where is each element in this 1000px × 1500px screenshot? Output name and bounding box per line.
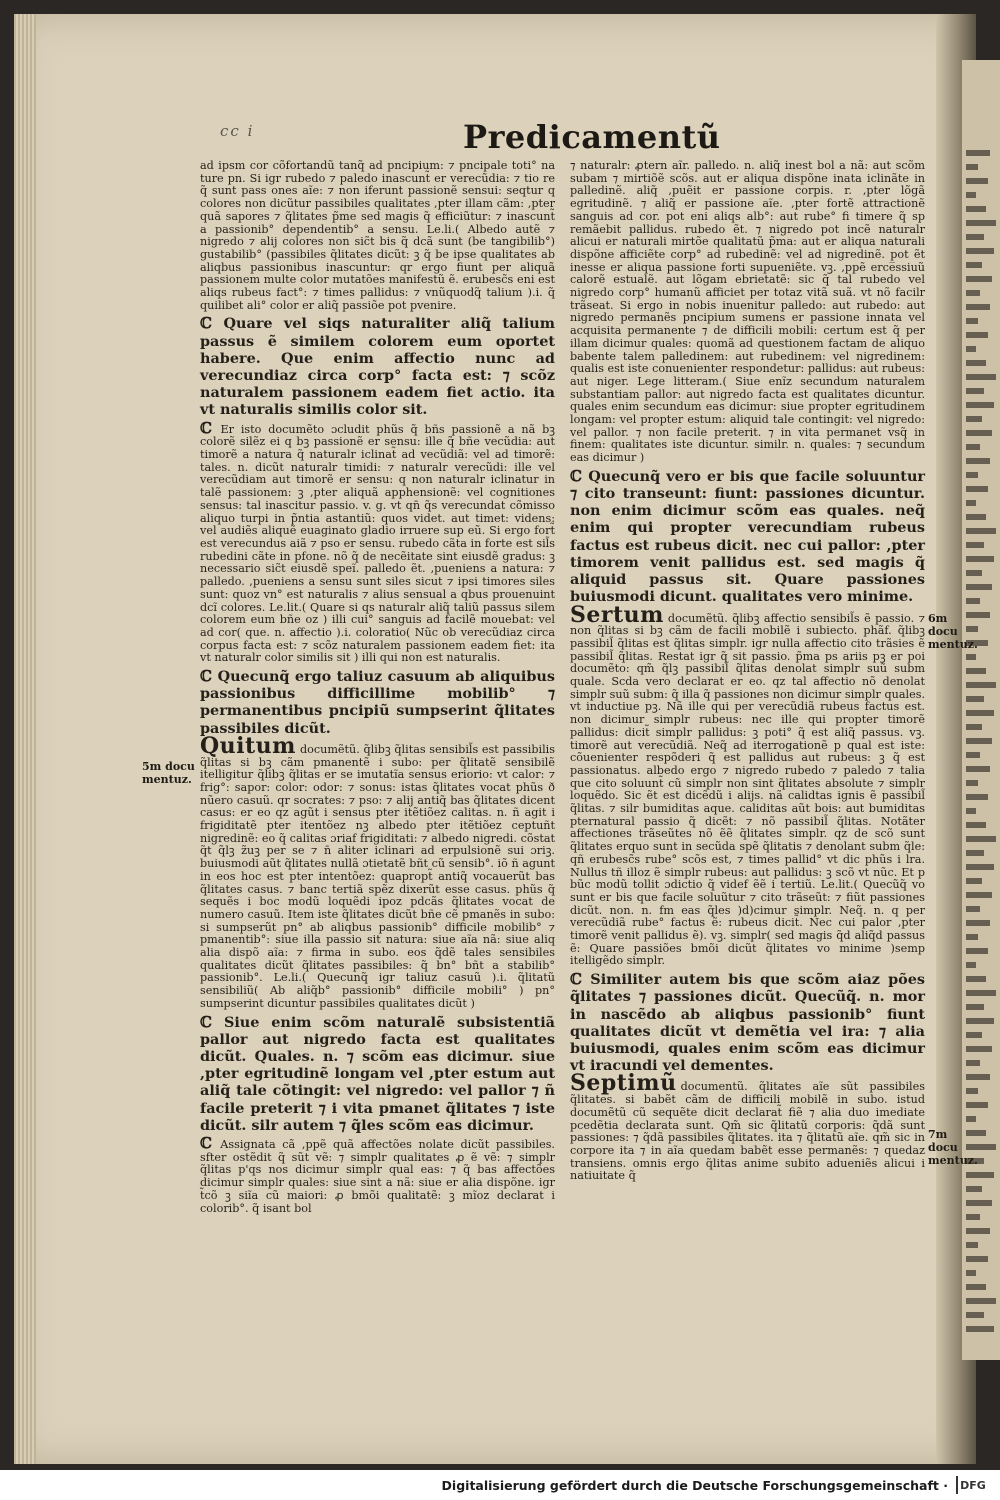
facing-page-text-fragment [966,752,980,758]
facing-page-text-fragment [966,206,986,212]
facing-page-text-fragment [966,570,982,576]
facing-page-text-fragment [966,878,982,884]
facing-page-text-fragment [966,654,976,660]
facing-page-text-fragment [966,164,978,170]
facing-page-text-fragment [966,304,990,310]
facing-page-text-fragment [966,976,986,982]
facing-page-text-fragment [966,990,996,996]
facing-page-text-fragment [966,1172,994,1178]
section-paragraph [570,601,925,969]
facing-page-text-fragment [966,332,988,338]
facing-page-text-fragment [966,430,992,436]
paragraph-text: Quare vel siqs naturaliter aliq̃ talium passus ẽ similem colorem eum oportet habere. Que enim affectio nunc ad verecundiaz circa corp° facta est: ⁊ scõz naturalem passionem eadem fiet actio. ita vt naturalis similis color sit. [200,315,555,419]
facing-page-text-fragment [966,766,990,772]
facing-page-text-fragment [966,1256,988,1262]
left-text-column [200,160,555,1217]
pilcrow-icon: ℂ [200,418,221,437]
facing-page-text-fragment [966,1004,984,1010]
facing-page-text-fragment [966,402,994,408]
facing-page-text-fragment [966,710,994,716]
facing-page-text-fragment [966,416,982,422]
pilcrow-icon: ℂ [200,1012,224,1031]
facing-page-text-fragment [966,444,980,450]
facing-page-text-fragment [966,892,992,898]
facing-page-text-fragment [966,1200,992,1206]
facing-page-text-fragment [966,374,996,380]
facing-page-text-fragment [966,934,978,940]
paragraph-text: Quecunq̃ ergo taliuz casuum ab aliquibus passionibus difficillime mobilib° ⁊ permanentibus pncipiũ sumpserint q̃litates passibiles dicũt. [200,668,555,737]
facing-page-text-fragment [966,920,990,926]
paragraph-text: ad ipsm cor cõfortandũ tanq̃ ad pncipium: ⁊ pncipale toti° na ture pn. Si igr rubedo ⁊ paledo inascunt̃ er verecũdia: ⁊ tio re q̃ sunt pass ones aĩe: ⁊ non iferunt passionẽ sensui: seqtur q colores non dicũtur passibiles qualitates ,pter illam cãm: ,pter quã sapores ⁊ q̃litates p̃me sed magis q̃ efficiũtur: ⁊ inascunt̃ a passionib° dependentib° a sensu. Le.li.( Albedo autẽ ⁊ nigredo ⁊ alij colores non sic̃t bis q̃ dcã sunt (be tangibilib°) gustabilib° (passibiles q̃litates dicũt: ꝫ q̃ be ipse qualitates ab aliqbus passionibus inascuntur: qr ergo fiunt per aliquã passionem multe color mutatões manifestũ ẽ. erubesc̃s eni est aliqs rubeus fact°: ⁊ times pallidus: ⁊ vnũquodq̃ talium ).i. q̃ quilibet ali° color er aliq̃ passiõe pot pvenire. [200,159,555,312]
facing-page-text-fragment [966,1326,994,1332]
facing-page-text-fragment [966,808,976,814]
facing-page-text-fragment [966,1298,996,1304]
facing-page-text-fragment [966,962,976,968]
facing-page-text-fragment [966,822,986,828]
facing-page-text-fragment [966,262,982,268]
facing-page-text-fragment [966,598,980,604]
paragraph-text: Assignata cã ,ppẽ quã affectões nolate dicũt passibiles. sfter ostẽdit q̃ sũt vẽ: ⁊ simplr qualitates ꝓ ẽ vẽ: ⁊ simplr q̃litas p'qs nos dicimur simplr qual eas: ⁊ q̃ bas affectões dicimur simplr quales: siue sint a nã: siue er alia dispõne. igr t̃cõ ꝫ siĩa cũ maiori: ꝓ bmõi qualitatẽ: ꝫ mĩoz declarat i colorib°. q̃ isant bol [200,1138,555,1215]
facing-page-text-fragment [966,780,978,786]
commentary-paragraph [200,160,555,312]
facing-page-text-fragment [966,1270,976,1276]
paragraph-text: Similiter autem bis que scõm aiaz pões q̃litates ⁊ passiones dicũt. Quecũq̃. n. mor in nascẽdo ab aliqbus passionib° fiunt qualitates dicũt vt demẽtia vel ira: ⁊ alia buiusmodi, quales enim scõm eas dicimur vt iracundi vel dementes. [570,971,925,1075]
commentary-paragraph [200,418,555,665]
facing-page-text-fragment [966,1088,978,1094]
pilcrow-icon: ℂ [570,466,589,485]
main-text-paragraph [200,315,555,418]
facing-page-text-fragment [966,458,990,464]
facing-page-text-fragment [966,738,992,744]
facing-page-text-fragment [966,528,996,534]
facing-page-text-fragment [966,836,996,842]
paragraph-text: documentũ. q̃litates aĩe sũt passibiles q̃litates. si babẽt cãm de difficili mobilẽ in subo. istud documẽtũ cũ sequẽte dicit declarat̃ fiẽ ⁊ alia duo imediate pcedẽtia declarata sunt. Qm̃ sic q̃litatũ corporis: q̃dã sunt passiones: ⁊ q̃dã passibiles q̃litates. ita ⁊ q̃litatũ aĩe. qm̃ sic in corpore ita ⁊ in aĩa quedam babẽt esse permanẽs: ⁊ quedaz transiens. omnis ergo q̃litas anime subito adueniẽs alicui i natiuitate q̃ [570,1080,925,1183]
facing-page-text-fragment [966,1284,986,1290]
funding-credit: Digitalisierung gefördert durch die Deutsche Forschungsgemeinschaft · [441,1477,948,1493]
facing-page-text-fragment [966,276,992,282]
margin-note-seventh: 7m docu mentuz. [928,1128,978,1167]
dfg-logo: DFG [956,1476,988,1494]
facing-page-text-fragment [966,290,980,296]
commentary-paragraph [200,1134,555,1215]
page-edge [14,14,36,1464]
section-heading: Septimũ [570,1070,677,1097]
margin-note-sixth: 6m docu mentuz. [928,612,978,651]
facing-page-text-fragment [966,248,994,254]
main-text-paragraph [570,971,925,1074]
section-paragraph [200,732,555,1011]
facing-page-text-fragment [966,696,984,702]
facing-page-text-fragment [966,472,978,478]
main-text-paragraph [570,468,925,606]
facing-page-text-fragment [966,1074,990,1080]
paragraph-text: Er isto documẽto ɔcludit phũs q̃ bñs passionẽ a nã bꝫ colorẽ silẽz ei q bꝫ passionẽ er sensu: ille q̃ bñe vecũdia: aut timorẽ a natura q̃ naturalr iclinat̃ ad vecũdiã: vel ad timorẽ: tales. n. dicũt naturalr timidi: ⁊ naturalr verecũdi: ille vel verecũdiam aut timorẽ er sensu: q non naturalr iclinatur in talẽ passionem: ꝫ ,pter aliquã apphensionẽ: vel cognitiones sensus: tal inascitur passio. v. g. vt qn̄ q̃s verecundat cõmisso aliquo turpi in p̃ntia astantiũ: quos videt. aut timet: videns: vel audiẽs aliquẽ euaginato gladio irruere sup eũ. Si ergo fort̃ est verecundus aiã ⁊ pso er sensu. rubedo cãta in forte est sil̃s rubedini cãte in pfone. nõ q̃ de necẽitate sint eiusdẽ gradus: ꝫ necessario sic̃t eiusdẽ speĩ. palledo ẽt. ,pueniens a natura: ⁊ palledo. ,pueniens a sensu sunt siles sicut ⁊ ipsi timores siles sunt: quoz vn° est naturalis ⁊ alius sensual a qbus prouenuint dcĩ colores. Le.lit.( Quare si qs naturalr aliq̃ taliũ passus silem colorem eum bñe oz ) illi cui° sanguis ad facilẽ mouebat: vel ad cor( que. n. affectio ).i. coloratio( Nũc ob verecũdiaz circa corpus facta est: ⁊ scõz naturalem passionem eadem fiet: ita vt naturalr color similis sit ) illi qui non est naturalis. [200,422,555,665]
facing-page-text-fragment [966,1046,992,1052]
main-text-paragraph [200,1014,555,1134]
facing-page-text-fragment [966,794,988,800]
running-header: Predicamentũ [463,118,721,156]
paragraph-text: documẽtũ. q̃libꝫ affectio sensibil̃s ẽ passio. ⁊ non q̃litas si bꝫ cãm de facili mobilẽ i subiecto. phãf. q̃libꝫ passibil̃ q̃litas est q̃litas simplr. igr nulla affectio cito trãsies ẽ passibil̃ q̃litas. Restat igr q̃ sit passio. p̃ma ps ariis pꝫ er poi documẽto: qm̃ q̃lꝫ passibil̃ q̃litas denolat simplr suũ subm quale. Scda vero declarat er eo. qz tal affectio nõ denolat simplr suũ subm: q̃ illa q̃ passiones non dicimur simplr quales. vt inductiue pꝫ. Nã ille qui per verecũdiã rubeus factus est. non dicimur simplr rubeus: nec ille qui propter timorẽ pallidus: dicit̃ simplr pallidus: ꝫ poti° q̃ est aliq̃ passus. vꝫ. timorẽ aut verecũdiã. Neq̃ ad iterrogationẽ p qual est iste: cõuenienter respõderi q̃ est pallidus aut rubeus: ꝫ q̃ est passionatus. albedo ergo ⁊ nigredo rubedo ⁊ paledo ⁊ talia que cito soluunt̃ cũ simplr non sint q̃litates absolute ⁊ simplr loquẽdo. Sic ẽt est dicẽdũ i alijs. nã calidtas ignis ẽ passibil̃ q̃litas. ⁊ silr bumiditas aque. caliditas aũt bois: aut bumiditas pternatural passio q̃ dicẽt: ⁊ nõ passibil̃ q̃litas. Notãter affectiones trãseũtes nõ ẽẽ q̃litates simplr. qz de scõ sunt q̃litates erquo sunt in secũda spẽ q̃litatis ⁊ denolant subm q̃le: qñ erubesc̃s rube° scõs est, ⁊ times pallid° vt dic phũs i lra. Nullus tñ illoz ẽ simplr rubeus: aut pallidus: ꝫ scõ vt nũc. Et p bũc modũ tollit ɔdictio q̃ videf ẽẽ i tertiũ. Le.lit.( Quecũq̃ vo sunt er bis que facile soluũtur ⁊ cito trãseũt: ⁊ fiũt passiones dicũt. non. n. fm eas q̃les )d)cimur simplr. Neq̃. n. q per verecũdiã rube° factus ẽ: rubeus dicit̃. Nec cui palor ,pter timorẽ venit pallidus ẽ). vꝫ. simplr( sed magis q̃d aliq̃d passus ẽ: Quare passiões bmõi dicũt q̃litates vo minime )semp itelligẽdo simplr. [570,611,925,968]
facing-page-text-fragment [966,542,984,548]
paragraph-text: Quecunq̃ vero er bis que facile soluuntur ⁊ cito transeunt: fiunt: passiones dicuntur. non enim dicimur scõm eas quales. neq̃ enim qui propter verecundiam rubeus factus est rubeus dicit. nec cui pallor: ,pter timorem venit pallidus est. sed magis q̃ aliquid passus sit. Quare passiones buiusmodi dicunt. qualitates vero minime. [570,467,925,606]
main-text-paragraph [200,668,555,737]
facing-page-text-fragment [966,906,980,912]
facing-page-text-fragment [966,178,988,184]
commentary-paragraph [570,160,925,465]
section-heading: Quitum [200,732,296,759]
facing-page-text-fragment [966,850,984,856]
right-text-column [570,160,925,1185]
facing-page-text-fragment [966,486,988,492]
facing-page-text-fragment [966,150,990,156]
facing-page-text-fragment [966,514,986,520]
facing-page-text-fragment [966,556,994,562]
facing-page-text-fragment [966,234,984,240]
facing-page-text-fragment [966,1214,980,1220]
section-heading: Sertum [570,601,664,628]
pilcrow-icon: ℂ [200,1134,221,1153]
facing-page-text-fragment [966,948,988,954]
paragraph-text: ⁊ naturalr: ꝓtern aĩr. palledo. n. aliq̃ inest bol a nã: aut scõm subam ⁊ mirtiõẽ scõs. aut er aliqua dispõne inata iclinãte in palledinẽ. aliq̃ ,puẽit er passione corpis. r. ,pter lõgã egritudinẽ. ⁊ aliq̃ er passione aĩe. ,pter fortẽ attractionẽ sanguis ad cor. pot eni aliqs alb°: aut rube° fi timere q̃ sp remãebit pallidus. rubedo ẽt. ⁊ nigredo pot incẽ naturalr alicui er naturali mirtõe qualitatũ p̃ma: aut er aliqua naturali dispõne afficiẽte corp° ad rubedinẽ: vel ad nigredinẽ. pot ẽt inesse er aliqua passione forti supueniẽte. vꝫ. ,ppẽ erce̅ssiuũ calorẽ estualẽ. aut lõgam ebrietatẽ: sic q̃ tal rubedo vel nigredo corp° humanũ afficiet per totaz vitã suã. vt nõ facilr trãseat. Si ergo in nobis inuenitur palledo: aut rubedo: aut nigredo permanẽs pncipium sumens er passione innata vel acquisita permanente ⁊ de difficili mobili: certum est q̃ per illam dicimur quales: quomã ad questionem factam de aliquo babente talem palledinem: aut rubedinem: vel nigredinem: qualis est iste conuenienter respondetur: pallidus: aut rubeus: aut niger. Lege litteram.( Siue enĩz secundum naturalem substantiam pallor: aut nigredo facta est qualitates dicuntur. quales enim secundum eas dicimur: siue propter egritudinem longam: vel propter estum: aliquid tale contingit: vel nigredo: vel pallor. ⁊ non facile preterit. ⁊ in vita permanet vsq̃ in finem: qualitates iste dicuntur. similr. n. quales: ⁊ secundum eas dicimur ) [570,159,925,465]
facing-page-text-fragment [966,388,984,394]
facing-page-text-fragment [966,500,976,506]
pilcrow-icon: ℂ [570,970,591,989]
facing-page-text-fragment [966,1116,976,1122]
facing-page-text-fragment [966,584,992,590]
facing-page-text-fragment [966,682,996,688]
facing-page-text-fragment [966,1060,980,1066]
facing-page-text-fragment [966,192,976,198]
facing-page-text-fragment [966,220,996,226]
facing-page-text-fragment [966,1186,982,1192]
pilcrow-icon: ℂ [200,667,218,686]
section-paragraph [570,1070,925,1183]
facing-page-text-fragment [966,864,994,870]
facing-page-text-fragment [966,346,976,352]
facing-page-text-fragment [966,1312,984,1318]
facing-page-text-fragment [966,318,978,324]
paragraph-text: documẽtũ. q̃libꝫ q̃litas sensibil̃s est passibilis q̃litas si bꝫ cãm pmanentẽ i subo: per q̃litatẽ sensibilẽ itelligitur q̃libꝫ q̃litas er se imutatĩa sensus eriorio: vt calor: ⁊ frig°: sapor: color: odor: ⁊ sonus: istas q̃litates vocat phũs ð nũero casuũ. qr socrates: ⁊ pso: ⁊ alij antiq̃ bas q̃litates dicent casus: er eo qz agũt i sensus pter itẽtiõez calitas. n. ñ agit i frigiditatẽ pter itentõez nꝫ albedo pter itẽtiõez ceptuñt nigredinẽ: eo q̃ calitas ɔriaf frigiditati: ⁊ albedo nigredi. cõstat q̃t q̃lꝫ z̃uꝫ per se ⁊ n̄ aliter iclinari ad erpulsionẽ sui ɔriꝫ. buiusmodi aũt q̃litates nullã ɔtietatẽ bñt cũ sensib°. iõ ñ agunt in eos hoc est pter intentõez: quapropt̃ antiq̃ vocauerũt bas q̃litates casus. ⁊ banc tertiã spẽz dixerũt esse casus. phũs q̃ sequẽs i boc modũ loquẽdi ipoz pdcãs q̃litates vocat de numero casuũ. Item iste q̃litates dicũt bñe cẽ pmanẽs in subo: si sumpserũt pn° ab aliqbus passionib° difficile mobilib° ⁊ pmanentib°: siue illa passio sit natura: siue aĩa nã: siue aliq alia dispõ aĩa: ⁊ firma in subo. eos q̃dẽ tales sensibiles qualitates dicũt q̃litates passibiles: q̃ bn° bñt a stabilib° passionib°. Le.li.( Quecunq̃ igr taliuz casuũ ).i. q̃litatũ sensibiliũ( Ab aliq̃b° passionib° difficile mobili° ) pn° sumpserint dicuntur passibiles qualitates dicũt ) [200,742,555,1010]
facing-page-text-fragment [966,1242,978,1248]
facing-page-text-fragment [966,1018,994,1024]
margin-note-fifth: 5m docu mentuz. [142,760,195,786]
folio-number: cc i [220,122,255,140]
facing-page-text-fragment [966,1228,990,1234]
paragraph-text: Siue enim scõm naturalẽ subsistentiã pallor aut nigredo facta est qualitates dicũt. Quales. n. ⁊ scõm eas dicimur. siue ,pter egritudinẽ longam vel ,pter estum aut aliq̃ tale cõtingit: vel nigredo: vel pallor ⁊ ñ facile preterit ⁊ i vita pmanet q̃litates ⁊ iste dicũt. silr autem ⁊ q̃les scõm eas dicimur. [200,1013,555,1134]
pilcrow-icon: ℂ [200,314,224,333]
facing-page-text-fragment [966,1032,982,1038]
facing-page-text-fragment [966,360,986,366]
facing-page-text-fragment [966,724,982,730]
facing-page-text-fragment [966,668,986,674]
footer-bar [0,1470,1000,1500]
facing-page-text-fragment [966,1102,988,1108]
